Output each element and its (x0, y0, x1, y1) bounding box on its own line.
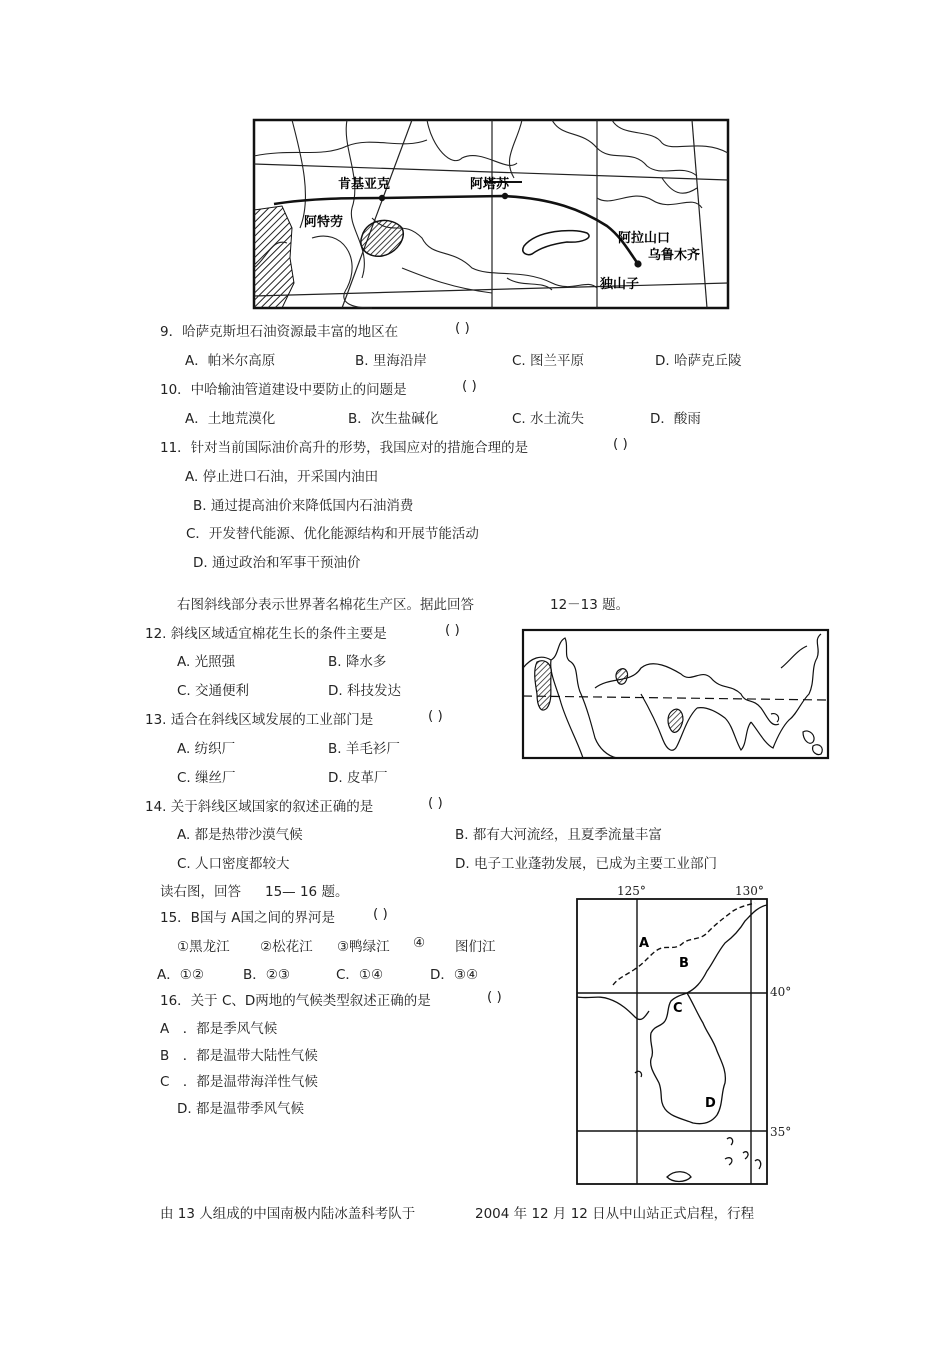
pipeline-map (252, 118, 732, 312)
q11-option-b[interactable]: B. 通过提高油价来降低国内石油消费 (193, 498, 414, 514)
intro-12-range: 12－13 题。 (550, 597, 630, 613)
q13-paren: ( ) (428, 708, 443, 724)
label-d: D (705, 1096, 716, 1111)
q13-option-a[interactable]: A. 纺织厂 (177, 741, 236, 757)
q9-option-d[interactable]: D. 哈萨克丘陵 (655, 353, 742, 369)
footer-text-1: 由 13 人组成的中国南极内陆冰盖科考队于 (160, 1206, 416, 1222)
q13-option-d[interactable]: D. 皮革厂 (328, 770, 388, 786)
intro-12-text: 右图斜线部分表示世界著名棉花生产区。据此回答 (177, 597, 474, 613)
q16-option-c[interactable]: C ．都是温带海洋性气候 (160, 1074, 318, 1090)
label-atasu: 阿塔苏 (470, 177, 510, 192)
q15-paren: ( ) (373, 906, 388, 922)
cotton-map (521, 628, 831, 760)
label-urumqi: 乌鲁木齐 (648, 248, 701, 263)
q15-option-b[interactable]: B．②③ (243, 967, 290, 983)
q10-paren: ( ) (462, 378, 477, 394)
label-dushanzi: 独山子 (600, 277, 640, 292)
q15-stem: 15．B国与 A国之间的界河是 (160, 910, 335, 926)
egypt-cotton-hatch (535, 661, 552, 710)
q13-option-c[interactable]: C. 缫丝厂 (177, 770, 236, 786)
q14-option-b[interactable]: B. 都有大河流经，且夏季流量丰富 (455, 827, 662, 843)
lat-35-label: 35° (770, 1125, 792, 1139)
map-frame (254, 120, 728, 308)
q9-option-c[interactable]: C. 图兰平原 (512, 353, 585, 369)
q16-option-b[interactable]: B ．都是温带大陆性气候 (160, 1048, 318, 1064)
label-atelao: 阿特劳 (304, 215, 344, 230)
q16-stem: 16．关于 C、D两地的气候类型叙述正确的是 (160, 993, 431, 1009)
footer-text-2: 2004 年 12 月 12 日从中山站正式启程，行程 (475, 1206, 755, 1222)
lon-130-label: 130° (735, 884, 764, 898)
label-c: C (673, 1001, 683, 1016)
q15-river-4-marker: ④ (413, 935, 426, 951)
q12-option-d[interactable]: D. 科技发达 (328, 683, 401, 699)
caspian-hatch (254, 206, 294, 308)
q12-stem: 12. 斜线区域适宜棉花生长的条件主要是 (145, 626, 387, 642)
cotton-map-frame (523, 630, 828, 758)
q12-option-a[interactable]: A. 光照强 (177, 654, 236, 670)
q9-stem: 9．哈萨克斯坦石油资源最丰富的地区在 (160, 324, 399, 340)
label-b: B (679, 956, 689, 971)
label-alashankou: 阿拉山口 (618, 231, 671, 246)
q10-option-b[interactable]: B．次生盐碱化 (348, 411, 439, 427)
q16-paren: ( ) (487, 989, 502, 1005)
intro-15-range: 15— 16 题。 (265, 884, 349, 900)
q16-option-a[interactable]: A ．都是季风气候 (160, 1021, 278, 1037)
q9-paren: ( ) (455, 320, 470, 336)
q11-option-c[interactable]: C．开发替代能源、优化能源结构和开展节能活动 (186, 526, 479, 542)
q11-paren: ( ) (613, 436, 628, 452)
q12-paren: ( ) (445, 622, 460, 638)
korea-map-frame (577, 899, 767, 1184)
korea-map (575, 897, 771, 1187)
lat-40-label: 40° (770, 985, 792, 999)
q14-option-c[interactable]: C. 人口密度都较大 (177, 856, 290, 872)
q15-river-2: ②松花江 (260, 939, 313, 955)
q15-option-c[interactable]: C．①④ (336, 967, 384, 983)
q10-option-a[interactable]: A．土地荒漠化 (185, 411, 276, 427)
q14-paren: ( ) (428, 795, 443, 811)
q13-stem: 13. 适合在斜线区域发展的工业部门是 (145, 712, 374, 728)
q15-river-3: ③鸭绿江 (337, 939, 390, 955)
lon-125-label: 125° (617, 884, 646, 898)
q9-option-a[interactable]: A．帕米尔高原 (185, 353, 276, 369)
q13-option-b[interactable]: B. 羊毛衫厂 (328, 741, 400, 757)
q15-option-a[interactable]: A．①② (157, 967, 204, 983)
q11-option-a[interactable]: A. 停止进口石油，开采国内油田 (185, 469, 379, 485)
label-qinji: 肯基亚克 (338, 177, 391, 192)
q10-option-c[interactable]: C. 水土流失 (512, 411, 585, 427)
pakistan-cotton-hatch (616, 669, 628, 685)
q14-option-a[interactable]: A. 都是热带沙漠气候 (177, 827, 303, 843)
q15-option-d[interactable]: D．③④ (430, 967, 479, 983)
q12-option-b[interactable]: B. 降水多 (328, 654, 387, 670)
q9-option-b[interactable]: B. 里海沿岸 (355, 353, 427, 369)
q11-stem: 11．针对当前国际油价高升的形势，我国应对的措施合理的是 (160, 440, 529, 456)
q14-option-d[interactable]: D. 电子工业蓬勃发展，已成为主要工业部门 (455, 856, 717, 872)
q12-option-c[interactable]: C. 交通便利 (177, 683, 250, 699)
q15-river-1: ①黑龙江 (177, 939, 230, 955)
q10-option-d[interactable]: D．酸雨 (650, 411, 701, 427)
q14-stem: 14. 关于斜线区域国家的叙述正确的是 (145, 799, 374, 815)
q16-option-d[interactable]: D. 都是温带季风气候 (177, 1101, 304, 1117)
intro-15-text: 读右图，回答 (160, 884, 241, 900)
q11-option-d[interactable]: D. 通过政治和军事干预油价 (193, 555, 361, 571)
label-a: A (639, 936, 650, 951)
q10-stem: 10．中哈输油管道建设中要防止的问题是 (160, 382, 407, 398)
q15-river-4-name: 图们江 (455, 939, 496, 955)
